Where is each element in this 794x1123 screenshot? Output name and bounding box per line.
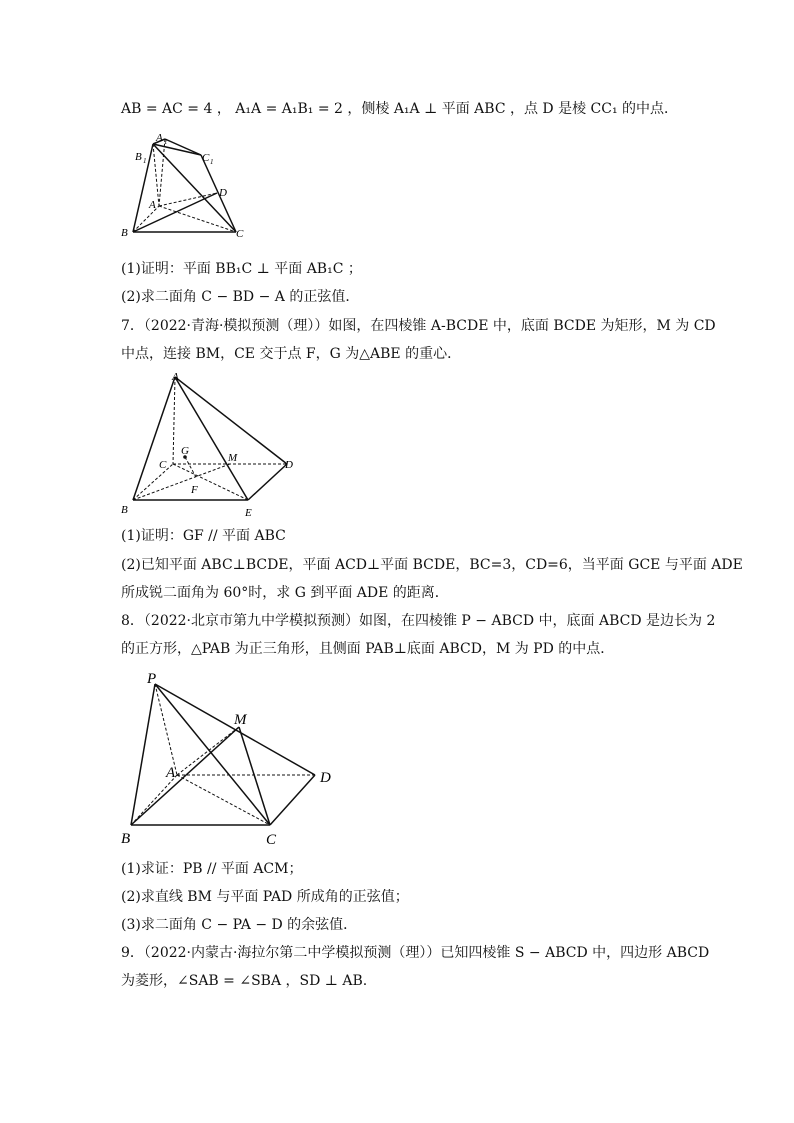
label-C1-subscript: 1 xyxy=(210,158,214,166)
label-F: F xyxy=(191,484,198,496)
problem7-question2-line1: (2)已知平面 ABC⊥BCDE，平面 ACD⊥平面 BCDE，BC=3，CD=6，当平面 GCE 与平面 ADE xyxy=(121,557,743,573)
problem7-statement-line1: 7．（2022·青海·模拟预测（理））如图，在四棱锥 A-BCDE 中，底面 BCDE 为矩形，M 为 CD xyxy=(121,318,716,334)
label-C: C xyxy=(159,459,167,471)
problem8-statement-line2: 的正方形，△PAB 为正三角形，且侧面 PAB⊥底面 ABCD，M 为 PD 的中点． xyxy=(121,641,615,657)
label-B1: B xyxy=(135,151,142,163)
label-E: E xyxy=(245,507,252,519)
problem7-statement-line2: 中点，连接 BM，CE 交于点 F，G 为△ABE 的重心． xyxy=(121,346,462,362)
label-A: A xyxy=(166,765,176,781)
label-M: M xyxy=(228,452,238,464)
problem8-question1: (1)求证：PB // 平面 ACM； xyxy=(121,861,303,877)
problem8-question2: (2)求直线 BM 与平面 PAD 所成角的正弦值； xyxy=(121,889,409,905)
problem6-question2: (2)求二面角 C − BD − A 的正弦值． xyxy=(121,289,360,305)
problem8-question3: (3)求二面角 C − PA − D 的余弦值． xyxy=(121,917,358,933)
label-C1: C xyxy=(202,152,210,164)
figure-pyramid-problem8 xyxy=(115,665,345,850)
problem6-intro: AB = AC = 4 ， A₁A = A₁B₁ = 2 ，侧棱 A₁A ⊥ 平面 ABC ，点 D 是棱 CC₁ 的中点． xyxy=(121,101,679,117)
label-D: D xyxy=(285,459,293,471)
label-G: G xyxy=(181,445,189,457)
label-A1-subscript: 1 xyxy=(164,138,168,146)
problem8-statement-line1: 8．（2022·北京市第九中学模拟预测）如图，在四棱锥 P − ABCD 中，底面 ABCD 是边长为 2 xyxy=(121,613,716,629)
label-M: M xyxy=(234,712,247,728)
problem7-question2-line2: 所成锐二面角为 60°时，求 G 到平面 ADE 的距离． xyxy=(121,585,449,601)
problem9-statement-line2: 为菱形，∠SAB = ∠SBA ，SD ⊥ AB. xyxy=(121,973,368,989)
label-A: A xyxy=(149,199,156,211)
label-P: P xyxy=(147,671,157,687)
label-B: B xyxy=(121,831,131,847)
label-B1-subscript: 1 xyxy=(143,157,147,165)
figure-pyramid-problem7 xyxy=(115,368,315,520)
problem6-question1: (1)证明：平面 BB₁C ⊥ 平面 AB₁C ； xyxy=(121,261,362,277)
label-B: B xyxy=(121,227,128,239)
figure-prism-problem6 xyxy=(115,128,245,240)
label-B: B xyxy=(121,504,128,516)
label-C: C xyxy=(266,832,277,848)
label-D: D xyxy=(219,187,227,199)
problem7-question1: (1)证明：GF // 平面 ABC xyxy=(121,528,286,544)
label-A1: A xyxy=(156,132,163,144)
label-A: A xyxy=(172,371,179,383)
label-D: D xyxy=(320,770,331,786)
label-C: C xyxy=(236,228,244,240)
problem9-statement-line1: 9．（2022·内蒙古·海拉尔第二中学模拟预测（理））已知四棱锥 S − ABCD 中，四边形 ABCD xyxy=(121,945,710,961)
